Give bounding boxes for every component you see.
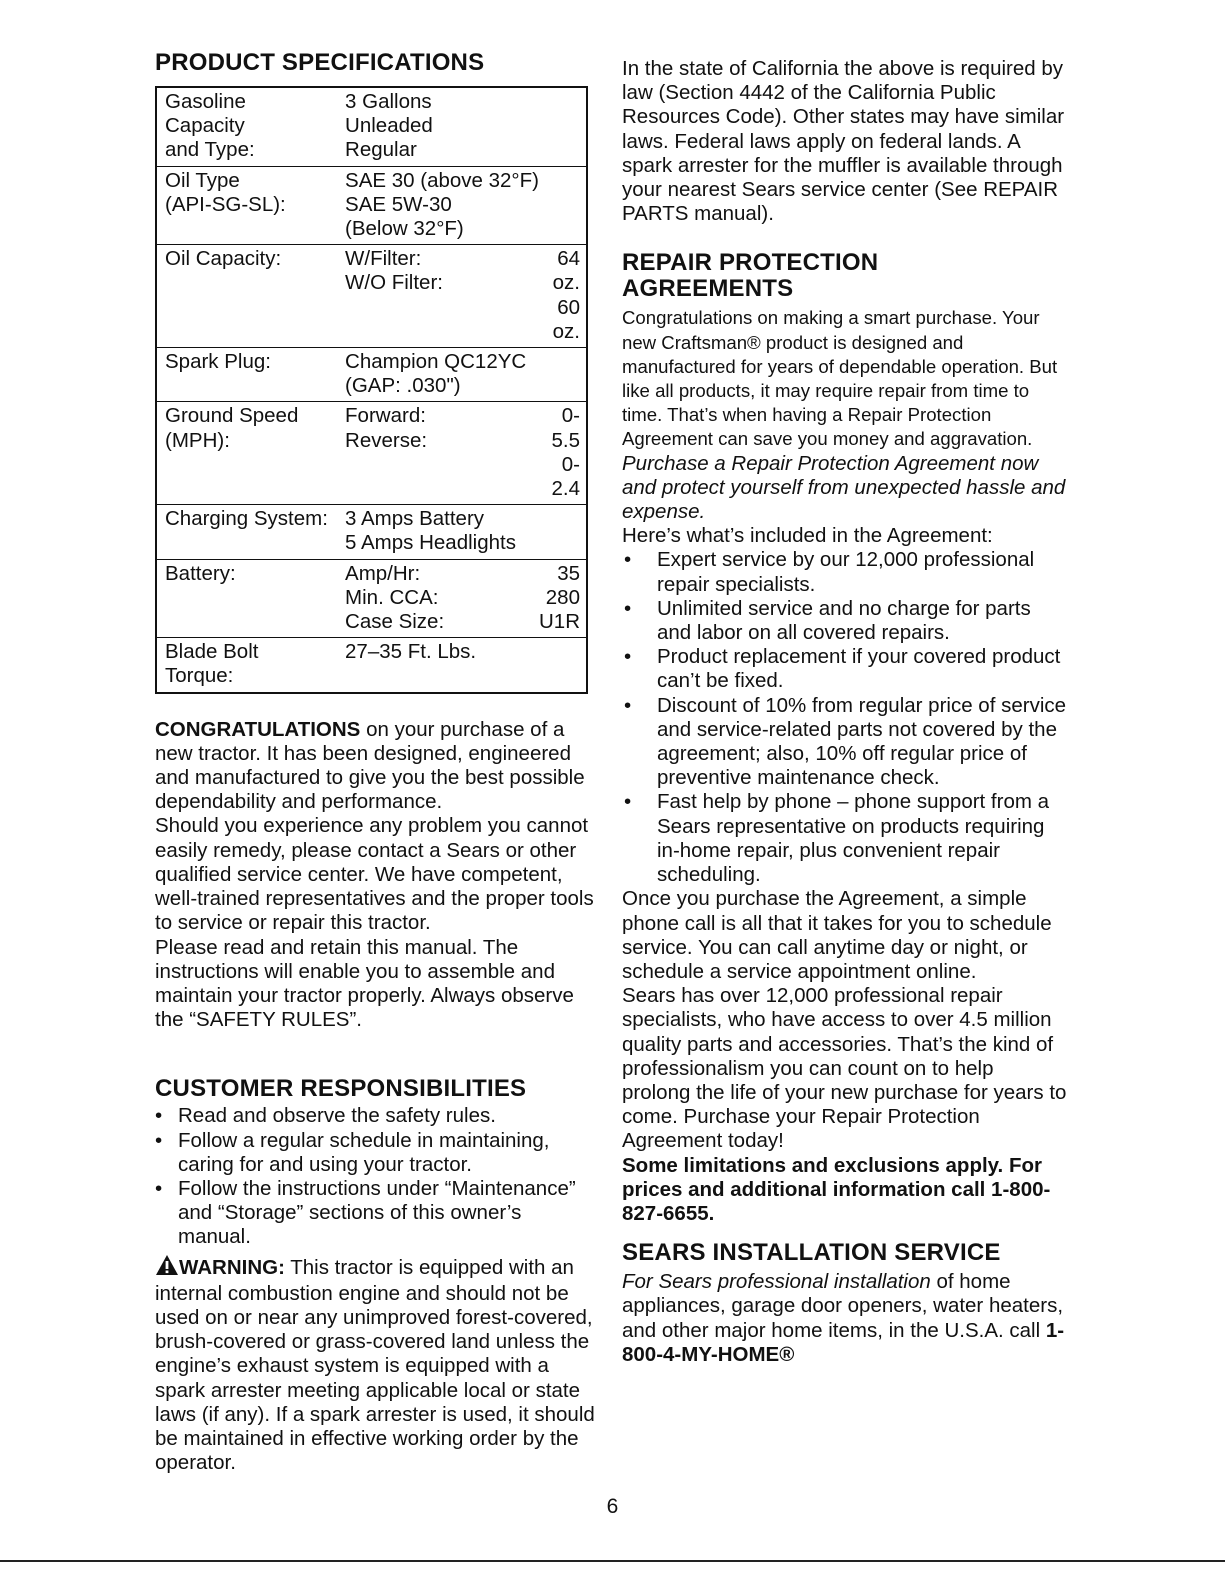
spec-number <box>539 348 587 402</box>
spec-value <box>345 245 539 348</box>
spec-label-line: and Type: <box>165 138 255 162</box>
spec-value-line: Champion QC12YC <box>345 350 527 374</box>
spec-row <box>156 402 587 505</box>
spec-value-line: SAE 30 (above 32°F) <box>345 168 539 192</box>
spec-value-line: W/Filter: <box>345 247 422 271</box>
spec-number <box>539 166 587 245</box>
spec-value-line: Case Size: <box>345 610 445 634</box>
spec-value <box>345 638 539 693</box>
spec-value-line: 27–35 Ft. Lbs. <box>345 640 477 664</box>
spec-value-line: Reverse: <box>345 428 428 452</box>
spec-row <box>156 87 587 166</box>
repair-title-line2: AGREEMENTS <box>622 275 794 303</box>
spec-value <box>345 87 539 166</box>
spec-number <box>539 87 587 166</box>
warning-paragraph <box>155 1254 595 1476</box>
spec-label <box>156 166 345 245</box>
customer-list <box>155 1104 595 1249</box>
spec-row <box>156 348 587 402</box>
service-paragraph: Should you experience any problem you cannot easily remedy, please contact a Sears or other qualified service center. We have competent, well-trained representatives and the proper tools to service or repair this tractor. <box>155 814 594 935</box>
warning-triangle-icon <box>155 1254 179 1282</box>
spec-number-line: 280 <box>545 585 580 609</box>
repair-italic: Purchase a Repair Protection Agreement now and protect yourself from unexpected hassle and expense. <box>622 451 1066 524</box>
congrats-paragraph <box>155 718 595 815</box>
spec-number-line: 64 oz. <box>552 247 580 295</box>
spec-number-line: U1R <box>538 610 580 634</box>
spec-label-line: Charging System: <box>165 507 328 531</box>
spec-value-line: (Below 32°F) <box>345 217 464 241</box>
spec-value-line: Min. CCA: <box>345 585 439 609</box>
once-paragraph: Once you purchase the Agreement, a simple phone call is all that it takes for you to schedule service. You can call anytime day or night, or schedule a service appointment online. <box>622 887 1052 983</box>
spec-row <box>156 245 587 348</box>
spec-number <box>539 505 587 559</box>
list-item: • Unlimited service and no charge for parts and labor on all covered repairs. <box>622 597 1067 645</box>
spec-label-line: Oil Type <box>165 168 240 192</box>
spec-label <box>156 638 345 693</box>
spec-value <box>345 348 539 402</box>
spec-label-line: Oil Capacity: <box>165 247 282 271</box>
spec-label-line: Torque: <box>165 664 234 688</box>
california-paragraph: In the state of California the above is required by law (Section 4442 of the California Public Resources Code). Other states may have similar laws. Federal laws apply on federal lands. A spark arrester for the muffler is available through your nearest Sears service center (See REPAIR PARTS manual). <box>622 57 1065 226</box>
spec-value-line: Regular <box>345 138 417 162</box>
spec-label-line: Capacity <box>165 114 245 138</box>
spec-label <box>156 348 345 402</box>
spec-label <box>156 87 345 166</box>
repair-list <box>622 548 1067 887</box>
spec-value-line: Unleaded <box>345 114 433 138</box>
install-paragraph <box>622 1270 1067 1367</box>
spec-label-line: Gasoline <box>165 90 246 113</box>
spec-row <box>156 166 587 245</box>
repair-included: Here’s what’s included in the Agreement: <box>622 524 993 548</box>
repair-intro: Congratulations on making a smart purchase. Your new Craftsman® product is designed and manufactured for years of dependable operation. But like all products, it may require repair from time to time. That’s when having a Repair Protection Agreement can save you money and aggravation. <box>622 307 1058 450</box>
spec-label <box>156 245 345 348</box>
spec-value-line: SAE 5W-30 <box>345 192 452 216</box>
spec-label-line: Battery: <box>165 561 236 585</box>
spec-label-line: (API-SG-SL): <box>165 192 286 216</box>
list-item: • Follow the instructions under “Maintenance” and “Storage” sections of this owner’s manual. <box>155 1177 595 1250</box>
spec-table <box>155 86 588 694</box>
list-item: • Expert service by our 12,000 professional repair specialists. <box>622 548 1067 596</box>
page-number: 6 <box>606 1495 619 1518</box>
bottom-rule <box>0 1560 1225 1562</box>
left-column <box>155 50 595 1475</box>
list-item: • Follow a regular schedule in maintaining, caring for and using your tractor. <box>155 1129 595 1177</box>
list-item: • Discount of 10% from regular price of service and service-related parts not covered by the agreement; also, 10% off regular price of preventive maintenance check. <box>622 694 1067 791</box>
congrats-lead: CONGRATULATIONS <box>155 717 361 741</box>
spec-row <box>156 505 587 559</box>
spec-value <box>345 166 539 245</box>
spec-value-line: (GAP: .030") <box>345 374 461 398</box>
spec-label <box>156 505 345 559</box>
spec-value-line: Amp/Hr: <box>345 561 421 585</box>
limitations-paragraph: Some limitations and exclusions apply. For prices and additional information call 1-800-827-6655. <box>622 1153 1051 1225</box>
spec-number-line: 0-5.5 <box>551 404 580 452</box>
manual-paragraph: Please read and retain this manual. The instructions will enable you to assemble and maintain your tractor properly. Always observe the “SAFETY RULES”. <box>155 935 574 1032</box>
spec-label <box>156 559 345 638</box>
spec-value <box>345 559 539 638</box>
congrats-rest: on your purchase of a new tractor. It has been designed, engineered and manufactured to give you the best possible dependability and performance. <box>155 717 585 814</box>
customer-title: CUSTOMER RESPONSIBILITIES <box>155 1075 527 1103</box>
spec-value <box>345 402 539 505</box>
warning-label: WARNING: <box>179 1255 285 1279</box>
install-phone: 1-800-4-MY-HOME® <box>622 1318 1065 1366</box>
list-item: • Fast help by phone – phone support from a Sears representative on products requiring in-home repair, plus convenient repair scheduling. <box>622 790 1067 887</box>
spec-label-line: Blade Bolt <box>165 640 259 664</box>
spec-value-line: 5 Amps Headlights <box>345 531 516 555</box>
spec-label-line: (MPH): <box>165 428 230 452</box>
right-column <box>622 57 1067 1367</box>
product-specs-title: PRODUCT SPECIFICATIONS <box>155 49 485 76</box>
spec-number <box>539 638 587 693</box>
spec-number <box>539 245 587 348</box>
spec-number <box>539 402 587 505</box>
install-italic: For Sears professional installation <box>622 1270 931 1294</box>
spec-label-line: Ground Speed <box>165 404 299 428</box>
list-item: • Read and observe the safety rules. <box>155 1104 595 1128</box>
spec-value-line: 3 Gallons <box>345 90 432 113</box>
spec-row <box>156 638 587 693</box>
spec-value-line: 3 Amps Battery <box>345 507 485 531</box>
spec-row <box>156 559 587 638</box>
sears-paragraph: Sears has over 12,000 professional repair specialists, who have access to over 4.5 million quality parts and accessories. That’s the kind of professionalism you can count on to help prolong the life of your new purchase for years to come. Purchase your Repair Protection Agreement today! <box>622 984 1067 1153</box>
spec-value-line: Forward: <box>345 404 426 428</box>
spec-number <box>539 559 587 638</box>
spec-number-line: 0-2.4 <box>551 452 580 501</box>
warning-text: This tractor is equipped with an internal combustion engine and should not be used on or near any unimproved forest-covered, brush-covered or grass-covered land unless the engine’s exhaust system is equipped with a spark arrester meeting applicable local or state laws (if any). If a spark arrester is used, it should be maintained in effective working order by the operator. <box>155 1255 595 1475</box>
spec-number-line: 60 oz. <box>552 295 580 343</box>
spec-label-line: Spark Plug: <box>165 350 271 374</box>
install-text: of home appliances, garage door openers, water heaters, and other major home items, in the U.S.A. call <box>622 1270 1064 1342</box>
spec-number-line: 35 <box>557 561 580 585</box>
spec-value-line: W/O Filter: <box>345 271 443 295</box>
spec-value <box>345 505 539 559</box>
install-title: SEARS INSTALLATION SERVICE <box>622 1239 1001 1267</box>
repair-title-line1: REPAIR PROTECTION <box>622 249 879 277</box>
spec-label <box>156 402 345 505</box>
list-item: • Product replacement if your covered product can’t be fixed. <box>622 645 1067 693</box>
